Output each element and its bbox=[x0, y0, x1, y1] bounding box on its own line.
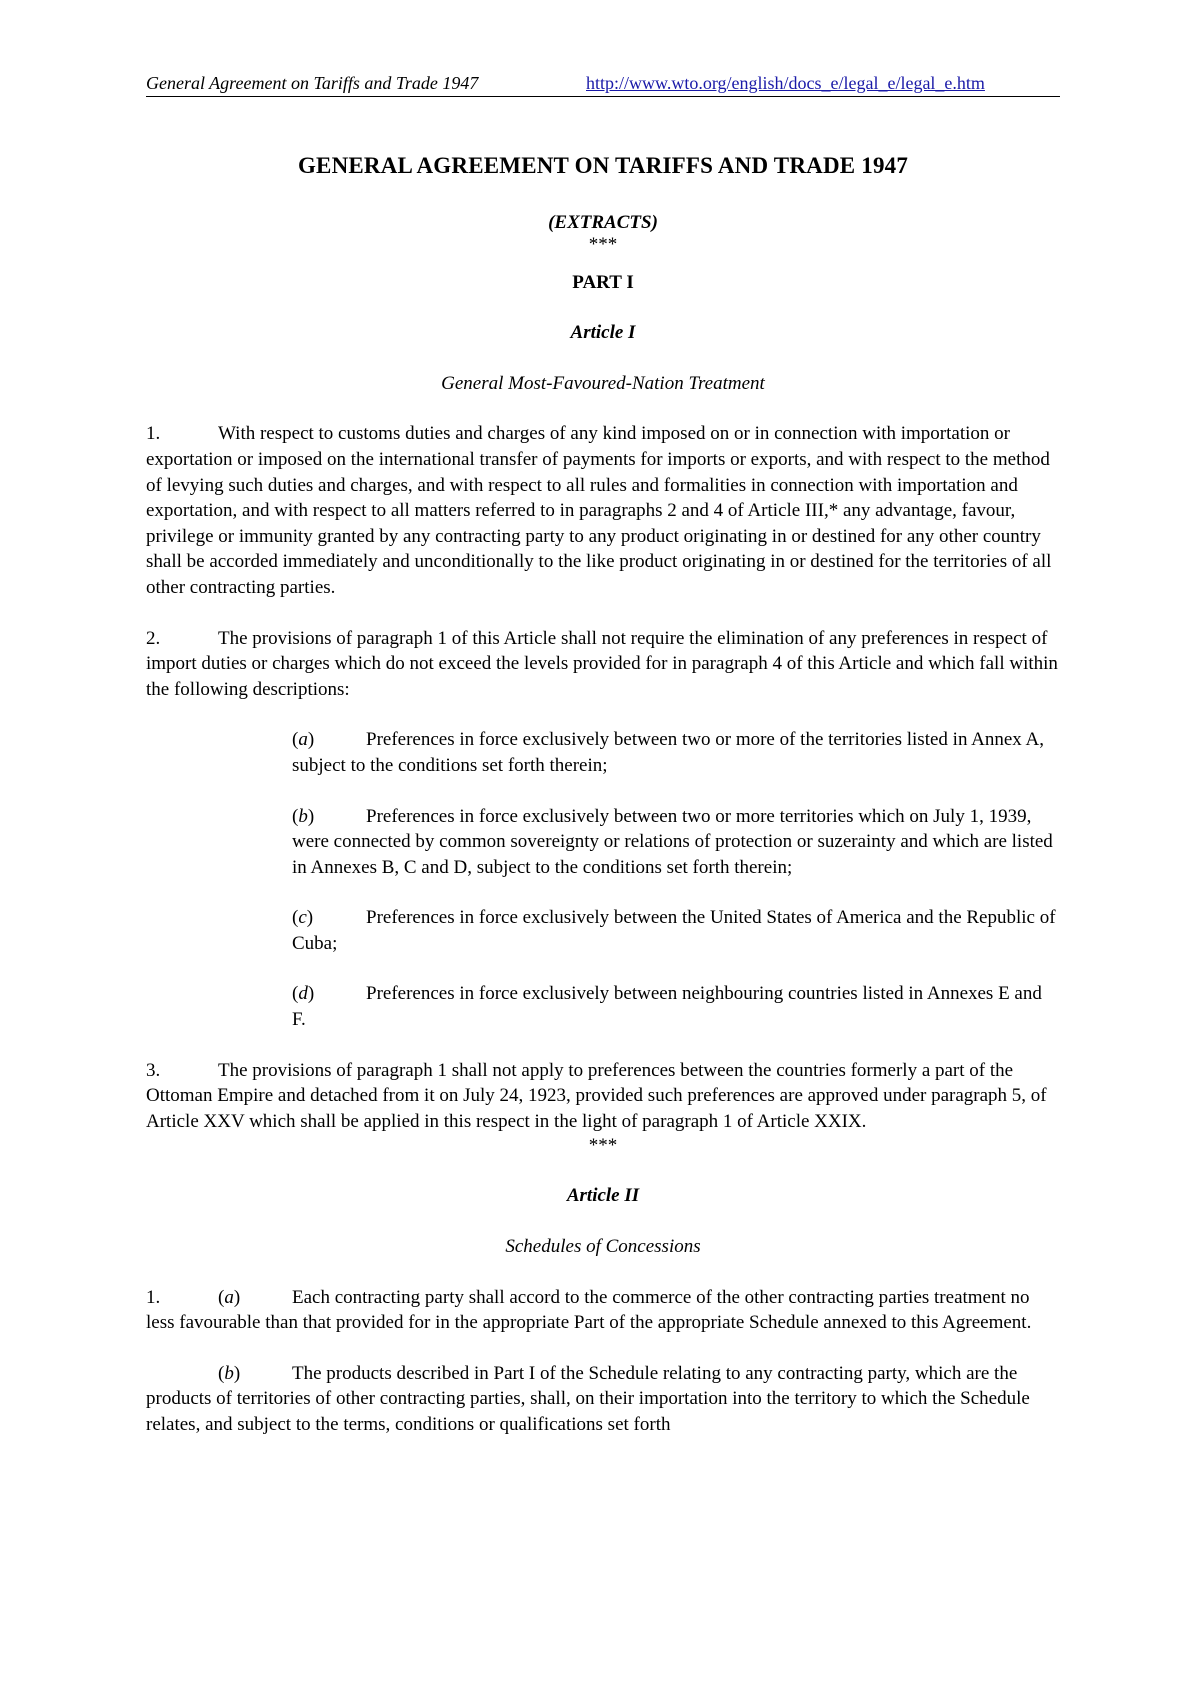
article-2-title: Article II bbox=[566, 1185, 640, 1207]
article-1-heading: General Most-Favoured-Nation Treatment bbox=[441, 372, 765, 394]
subparagraph-b bbox=[292, 804, 1060, 881]
document-title: GENERAL AGREEMENT ON TARIFFS AND TRADE 1947 bbox=[297, 153, 909, 178]
article-1-paragraph-1 bbox=[146, 421, 1060, 600]
article-1-paragraph-3 bbox=[146, 1058, 1060, 1135]
subparagraph-label: (d) bbox=[292, 983, 315, 1005]
paragraph-text: The provisions of paragraph 1 of this Article shall not require the elimination of any preferences in respect of import duties or charges which do not exceed the levels provided for in paragraph 4 of this Article and which fall within the following descriptions: bbox=[146, 627, 1058, 700]
paragraph-text: The provisions of paragraph 1 shall not apply to preferences between the countries formerly a part of the Ottoman Empire and detached from it on July 24, 1923, provided such preferences are approved under paragraph 5, of Article XXV which shall be applied in this respect in the light of paragraph 1 of Article XXIX. bbox=[146, 1059, 1047, 1132]
subparagraph-text: Preferences in force exclusively between two or more of the territories listed in Annex A, subject to the conditions set forth therein; bbox=[292, 729, 1044, 776]
subparagraph-a bbox=[292, 727, 1060, 778]
header-link[interactable]: http://www.wto.org/english/docs_e/legal_e/legal_e.htm bbox=[586, 73, 985, 93]
paragraph-text: Each contracting party shall accord to the commerce of the other contracting parties treatment no less favourable than that provided for in the appropriate Part of the appropriate Schedule annexed to this Agreement. bbox=[146, 1286, 1032, 1334]
part-heading: PART I bbox=[572, 271, 634, 293]
subparagraph-text: Preferences in force exclusively between two or more territories which on July 1, 1939, were connected by common sovereignty or relations of protection or suzerainty and which are listed in Annexes B, C and D, subject to the conditions set forth therein; bbox=[292, 805, 1053, 878]
subparagraph-label: (a) bbox=[218, 1286, 241, 1308]
paragraph-text: With respect to customs duties and charges of any kind imposed on or in connection with importation or exportation or imposed on the international transfer of payments for imports or exports, and with respect to the method of levying such duties and charges, and with respect to all rules and formalities in connection with importation and exportation, and with respect to all matters referred to in paragraphs 2 and 4 of Article III,* any advantage, favour, privilege or immunity granted by any contracting party to any product originating in or destined for any other country shall be accorded immediately and unconditionally to the like product originating in or destined for the territories of all other contracting parties. bbox=[146, 423, 1052, 598]
separator-stars: *** bbox=[588, 233, 618, 255]
article-2-paragraph-1b bbox=[146, 1361, 1060, 1438]
subparagraph-label: (a) bbox=[292, 729, 315, 751]
subparagraph-c bbox=[292, 905, 1060, 956]
article-1-title: Article I bbox=[570, 322, 636, 344]
subparagraph-text: Preferences in force exclusively between the United States of America and the Republic of Cuba; bbox=[292, 907, 1056, 954]
paragraph-number: 1. bbox=[146, 1286, 161, 1308]
paragraph-number: 3. bbox=[146, 1059, 161, 1081]
article-1-paragraph-2 bbox=[146, 626, 1060, 703]
header-title: General Agreement on Tariffs and Trade 1947 bbox=[146, 73, 479, 93]
paragraph-text: The products described in Part I of the Schedule relating to any contracting party, which are the products of territories of other contracting parties, shall, on their importation into the territory to which the Schedule relates, and subject to the terms, conditions or qualifications set forth bbox=[146, 1362, 1030, 1435]
subparagraph-label: (b) bbox=[218, 1362, 241, 1384]
article-2-paragraph-1a bbox=[146, 1285, 1060, 1336]
article-2-heading: Schedules of Concessions bbox=[505, 1236, 701, 1258]
document-body bbox=[146, 140, 1060, 1438]
separator-stars: *** bbox=[588, 1135, 618, 1157]
document-subtitle: (EXTRACTS) bbox=[548, 212, 658, 233]
subparagraph-d bbox=[292, 981, 1060, 1032]
page-header bbox=[146, 72, 1060, 97]
subparagraph-label: (b) bbox=[292, 805, 315, 827]
paragraph-number: 2. bbox=[146, 627, 161, 649]
subparagraph-label: (c) bbox=[292, 907, 314, 929]
subparagraph-text: Preferences in force exclusively between neighbouring countries listed in Annexes E and F. bbox=[292, 983, 1042, 1031]
paragraph-number: 1. bbox=[146, 423, 161, 445]
